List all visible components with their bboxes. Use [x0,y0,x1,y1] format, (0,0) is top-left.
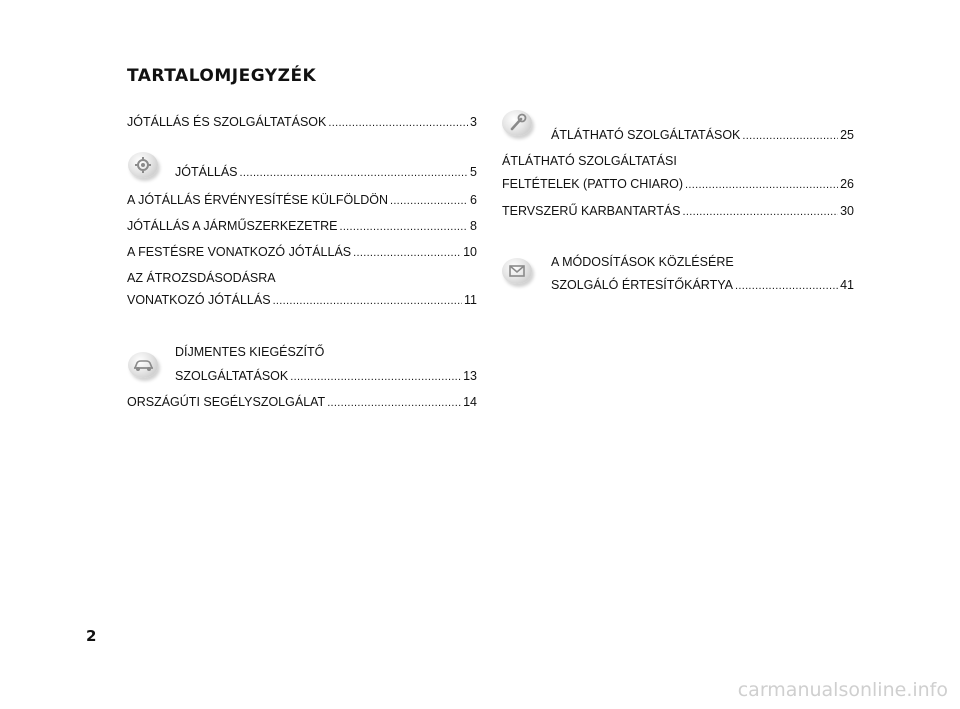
toc-entry-page: 11 [464,293,477,307]
car-icon [128,352,158,378]
toc-entry-label: VONATKOZÓ JÓTÁLLÁS [127,293,271,307]
toc-entry-page: 6 [470,193,477,207]
toc-entry-page: 14 [463,395,477,409]
toc-entry-vehicle-warranty[interactable] [127,219,477,235]
gear-icon [128,152,158,178]
toc-entry-label: ORSZÁGÚTI SEGÉLYSZOLGÁLAT [127,395,326,409]
toc-entry-page: 30 [840,204,854,218]
toc-entry-label: A FESTÉSRE VONATKOZÓ JÓTÁLLÁS [127,245,352,259]
toc-entry-notice-card[interactable] [551,278,854,294]
dot-leader [290,369,461,385]
toc-entry-label: SZOLGÁLTATÁSOK [175,369,289,383]
toc-entry-rust-warranty[interactable] [127,293,477,309]
toc-entry-page: 13 [463,369,477,383]
dot-leader [735,278,838,294]
toc-entry-free-services[interactable] [175,369,477,385]
toc-entry-page: 26 [840,177,854,191]
toc-entry-warranty-abroad[interactable] [127,193,477,209]
toc-entry-scheduled-maintenance[interactable] [502,204,854,220]
dot-leader [273,293,462,309]
toc-entry-label: ÁTLÁTHATÓ SZOLGÁLTATÁSOK [551,128,741,142]
toc-entry-label: JÓTÁLLÁS [175,165,238,179]
toc-entry-page: 41 [840,278,854,292]
dot-leader [742,128,838,144]
toc-entry-free-services-line1: DÍJMENTES KIEGÉSZÍTŐ [175,345,325,359]
toc-entry-page: 10 [463,245,477,259]
page-title: TARTALOMJEGYZÉK [127,66,317,86]
toc-entry-label: A JÓTÁLLÁS ÉRVÉNYESÍTÉSE KÜLFÖLDÖN [127,193,388,207]
dot-leader [683,204,839,220]
toc-entry-label: SZOLGÁLÓ ÉRTESÍTŐKÁRTYA [551,278,733,292]
toc-entry-rust-line1: AZ ÁTROZSDÁSODÁSRA [127,271,276,285]
dot-leader [339,219,468,235]
dot-leader [328,115,468,131]
toc-entry-label: FELTÉTELEK (PATTO CHIARO) [502,177,684,191]
toc-entry-service-terms[interactable] [502,177,854,193]
toc-entry-page: 3 [470,115,477,129]
toc-entry-label: TERVSZERŰ KARBANTARTÁS [502,204,681,218]
toc-entry-page: 8 [470,219,477,233]
toc-entry-notice-card-line1: A MÓDOSÍTÁSOK KÖZLÉSÉRE [551,255,734,269]
dot-leader [240,165,469,181]
dot-leader [353,245,461,261]
dot-leader [685,177,838,193]
toc-entry-roadside-assistance[interactable] [127,395,477,411]
toc-entry-label: JÓTÁLLÁS A JÁRMŰSZERKEZETRE [127,219,338,233]
page-number: 2 [86,627,97,645]
toc-entry-warranty-and-services[interactable] [127,115,477,131]
watermark: carmanualsonline.info [737,679,948,701]
toc-entry-service-terms-line1: ÁTLÁTHATÓ SZOLGÁLTATÁSI [502,154,677,168]
toc-entry-transparent-services[interactable] [551,128,854,144]
dot-leader [390,193,468,209]
envelope-icon [502,258,532,284]
toc-entry-label: JÓTÁLLÁS ÉS SZOLGÁLTATÁSOK [127,115,327,129]
toc-entry-warranty[interactable] [175,165,477,181]
dot-leader [327,395,461,411]
toc-entry-page: 5 [470,165,477,179]
toc-entry-page: 25 [840,128,854,142]
toc-entry-paint-warranty[interactable] [127,245,477,261]
wrench-icon [502,110,532,136]
